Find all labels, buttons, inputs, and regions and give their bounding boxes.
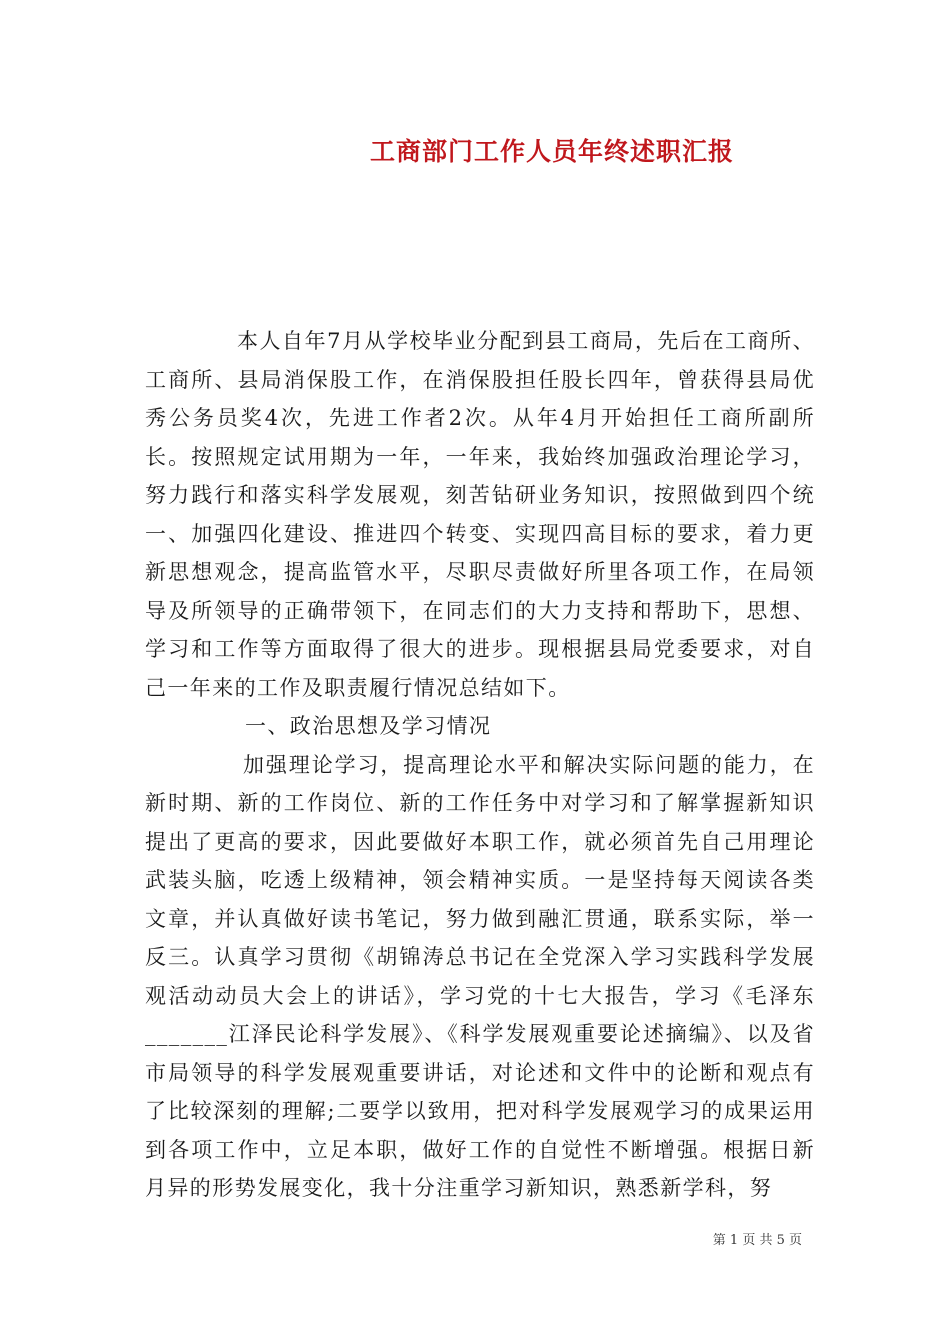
document-body <box>145 322 815 1208</box>
page-number: 第 1 页 共 5 页 <box>712 1233 802 1248</box>
paragraph-intro: 本人自年7月从学校毕业分配到县工商局，先后在工商所、工商所、县局消保股工作，在消保股担任股长四年，曾获得县局优秀公务员奖4次，先进工作者2次。从年4月开始担任工商所副所长。按照规定试用期为一年，一年来，我始终加强政治理论学习，努力践行和落实科学发展观，刻苦钻研业务知识，按照做到四个统一、加强四化建设、推进四个转变、实现四高目标的要求，着力更新思想观念，提高监管水平，尽职尽责做好所里各项工作，在局领导及所领导的正确带领下，在同志们的大力支持和帮助下，思想、学习和工作等方面取得了很大的进步。现根据县局党委要求，对自己一年来的工作及职责履行情况总结如下。 <box>145 329 815 700</box>
section-heading: 一、政治思想及学习情况 <box>245 714 492 738</box>
document-title: 工商部门工作人员年终述职汇报 <box>369 137 734 166</box>
paragraph-study: 加强理论学习，提高理论水平和解决实际问题的能力，在新时期、新的工作岗位、新的工作任务中对学习和了解掌握新知识提出了更高的要求，因此要做好本职工作，就必须首先自己用理论武装头脑，吃透上级精神，领会精神实质。一是坚持每天阅读各类文章，并认真做好读书笔记，努力做到融汇贯通，联系实际，举一反三。认真学习贯彻《胡锦涛总书记在全党深入学习实践科学发展观活动动员大会上的讲话》，学习党的十七大报告，学习《毛泽东_______江泽民论科学发展》、《科学发展观重要论述摘编》、以及省市局领导的科学发展观重要讲话，对论述和文件中的论断和观点有了比较深刻的理解;二要学以致用，把对科学发展观学习的成果运用到各项工作中，立足本职，做好工作的自觉性不断增强。根据日新月异的形势发展变化，我十分注重学习新知识，熟悉新学科，努 <box>145 752 815 1200</box>
